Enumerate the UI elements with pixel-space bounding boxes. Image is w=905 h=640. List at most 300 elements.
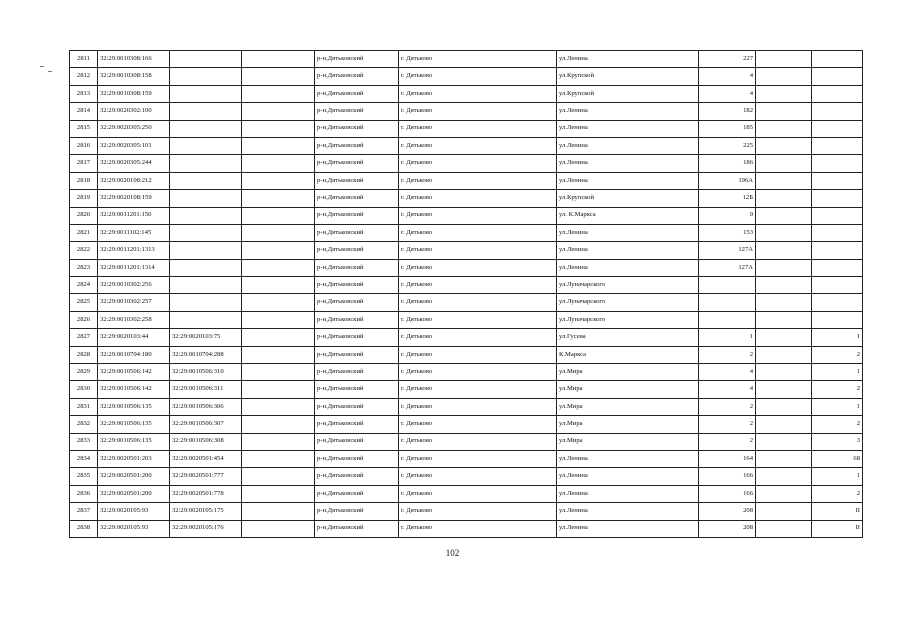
cadastral-number-cell: 32:29:0020305:101	[98, 137, 170, 154]
empty-cell	[756, 155, 812, 172]
row-number-cell: 2820	[70, 207, 98, 224]
house-number-cell: 185	[699, 120, 756, 137]
related-cadastral-number-cell: 32:29:0010506:306	[170, 398, 242, 415]
table-row	[70, 137, 863, 154]
district-cell: р-н.Дятьковский	[315, 224, 399, 241]
house-number-cell: 153	[699, 224, 756, 241]
street-cell: ул.Крупской	[557, 85, 699, 102]
district-cell: р-н.Дятьковский	[315, 85, 399, 102]
table-row	[70, 242, 863, 259]
related-cadastral-number-cell: 32:29:0010506:308	[170, 433, 242, 450]
city-cell: г. Дятьково	[399, 450, 557, 467]
street-cell: ул.Ленина	[557, 155, 699, 172]
register-table-body	[70, 51, 863, 538]
related-cadastral-number-cell	[170, 85, 242, 102]
empty-cell	[242, 485, 315, 502]
house-number-cell: 186	[699, 155, 756, 172]
cadastral-number-cell: 32:29:0020305:250	[98, 120, 170, 137]
district-cell: р-н.Дятьковский	[315, 468, 399, 485]
cadastral-number-cell: 32:29:0020103:44	[98, 329, 170, 346]
row-number-cell: 2831	[70, 398, 98, 415]
table-row	[70, 190, 863, 207]
district-cell: р-н.Дятьковский	[315, 120, 399, 137]
empty-cell	[242, 416, 315, 433]
table-row	[70, 155, 863, 172]
cadastral-number-cell: 32:29:0010506:135	[98, 398, 170, 415]
empty-cell	[242, 137, 315, 154]
empty-cell	[756, 68, 812, 85]
empty-cell	[756, 398, 812, 415]
house-number-cell: 225	[699, 137, 756, 154]
house-number-cell	[699, 277, 756, 294]
street-cell: ул.Мира	[557, 398, 699, 415]
district-cell: р-н.Дятьковский	[315, 172, 399, 189]
district-cell: р-н.Дятьковский	[315, 259, 399, 276]
row-number-cell: 2821	[70, 224, 98, 241]
house-number-cell: 4	[699, 381, 756, 398]
empty-cell	[756, 172, 812, 189]
cadastral-number-cell: 32:29:0010308:159	[98, 85, 170, 102]
empty-cell	[756, 311, 812, 328]
city-cell: г. Дятьково	[399, 137, 557, 154]
empty-cell	[756, 51, 812, 68]
empty-cell	[756, 137, 812, 154]
house-number-cell: 127А	[699, 259, 756, 276]
row-number-cell: 2819	[70, 190, 98, 207]
street-cell: ул.Ленина	[557, 259, 699, 276]
cadastral-number-cell: 32:29:0020108:159	[98, 190, 170, 207]
street-cell: ул.Ленина	[557, 137, 699, 154]
city-cell: г. Дятьково	[399, 364, 557, 381]
related-cadastral-number-cell	[170, 259, 242, 276]
empty-cell	[756, 277, 812, 294]
cadastral-number-cell: 32:29:0020105:93	[98, 520, 170, 537]
apartment-number-cell: 68	[812, 450, 863, 467]
empty-cell	[756, 468, 812, 485]
cadastral-number-cell: 32:29:0020108:212	[98, 172, 170, 189]
cadastral-number-cell: 32:29:0020501:203	[98, 450, 170, 467]
apartment-number-cell	[812, 68, 863, 85]
empty-cell	[756, 224, 812, 241]
related-cadastral-number-cell	[170, 155, 242, 172]
related-cadastral-number-cell: 32:29:0020501:454	[170, 450, 242, 467]
table-row	[70, 433, 863, 450]
related-cadastral-number-cell: 32:29:0010506:307	[170, 416, 242, 433]
cadastral-number-cell: 32:29:0020105:93	[98, 503, 170, 520]
district-cell: р-н.Дятьковский	[315, 398, 399, 415]
district-cell: р-н.Дятьковский	[315, 520, 399, 537]
house-number-cell: 2	[699, 416, 756, 433]
empty-cell	[242, 311, 315, 328]
cadastral-number-cell: 32:29:0010302:258	[98, 311, 170, 328]
city-cell: г. Дятьково	[399, 172, 557, 189]
empty-cell	[242, 364, 315, 381]
empty-cell	[756, 294, 812, 311]
city-cell: г. Дятьково	[399, 416, 557, 433]
city-cell: г. Дятьково	[399, 520, 557, 537]
apartment-number-cell	[812, 51, 863, 68]
empty-cell	[242, 329, 315, 346]
house-number-cell: 2	[699, 398, 756, 415]
row-number-cell: 2825	[70, 294, 98, 311]
cadastral-number-cell: 32:29:0010704:180	[98, 346, 170, 363]
district-cell: р-н.Дятьковский	[315, 381, 399, 398]
city-cell: г. Дятьково	[399, 346, 557, 363]
street-cell: ул.Гусева	[557, 329, 699, 346]
related-cadastral-number-cell: 32:29:0020501:778	[170, 485, 242, 502]
house-number-cell: 166	[699, 485, 756, 502]
street-cell: ул.Ленина	[557, 450, 699, 467]
street-cell: ул.Ленина	[557, 224, 699, 241]
table-row	[70, 120, 863, 137]
city-cell: г. Дятьково	[399, 398, 557, 415]
house-number-cell: 1	[699, 329, 756, 346]
cadastral-number-cell: 32:29:0011102:145	[98, 224, 170, 241]
related-cadastral-number-cell	[170, 242, 242, 259]
scan-mark	[48, 71, 52, 72]
cadastral-number-cell: 32:29:0020501:200	[98, 468, 170, 485]
city-cell: г. Дятьково	[399, 468, 557, 485]
row-number-cell: 2826	[70, 311, 98, 328]
apartment-number-cell: II	[812, 503, 863, 520]
row-number-cell: 2835	[70, 468, 98, 485]
cadastral-number-cell: 32:29:0020501:200	[98, 485, 170, 502]
district-cell: р-н.Дятьковский	[315, 433, 399, 450]
related-cadastral-number-cell: 32:29:0020105:176	[170, 520, 242, 537]
street-cell: ул.Ленина	[557, 520, 699, 537]
city-cell: г. Дятьково	[399, 120, 557, 137]
empty-cell	[242, 346, 315, 363]
empty-cell	[242, 68, 315, 85]
empty-cell	[242, 468, 315, 485]
empty-cell	[756, 242, 812, 259]
city-cell: г. Дятьково	[399, 190, 557, 207]
cadastral-number-cell: 32:29:0010302:256	[98, 277, 170, 294]
cadastral-number-cell: 32:29:0010506:142	[98, 381, 170, 398]
city-cell: г. Дятьково	[399, 155, 557, 172]
row-number-cell: 2830	[70, 381, 98, 398]
street-cell: ул.Луначарского	[557, 277, 699, 294]
apartment-number-cell	[812, 137, 863, 154]
cadastral-number-cell: 32:29:0011201:150	[98, 207, 170, 224]
district-cell: р-н.Дятьковский	[315, 450, 399, 467]
city-cell: г. Дятьково	[399, 485, 557, 502]
street-cell: ул.Ленина	[557, 242, 699, 259]
row-number-cell: 2828	[70, 346, 98, 363]
city-cell: г. Дятьково	[399, 103, 557, 120]
apartment-number-cell	[812, 172, 863, 189]
related-cadastral-number-cell	[170, 207, 242, 224]
empty-cell	[756, 503, 812, 520]
empty-cell	[242, 172, 315, 189]
apartment-number-cell	[812, 242, 863, 259]
empty-cell	[756, 364, 812, 381]
house-number-cell: 182	[699, 103, 756, 120]
empty-cell	[242, 85, 315, 102]
related-cadastral-number-cell	[170, 311, 242, 328]
empty-cell	[756, 346, 812, 363]
street-cell: ул.Мира	[557, 364, 699, 381]
table-row	[70, 277, 863, 294]
table-row	[70, 364, 863, 381]
house-number-cell: 208	[699, 520, 756, 537]
table-row	[70, 224, 863, 241]
table-row	[70, 416, 863, 433]
street-cell: ул.Мира	[557, 381, 699, 398]
empty-cell	[756, 329, 812, 346]
house-number-cell: 9	[699, 207, 756, 224]
empty-cell	[756, 520, 812, 537]
district-cell: р-н.Дятьковский	[315, 485, 399, 502]
city-cell: г. Дятьково	[399, 294, 557, 311]
related-cadastral-number-cell: 32:29:0010506:311	[170, 381, 242, 398]
row-number-cell: 2811	[70, 51, 98, 68]
table-row	[70, 103, 863, 120]
house-number-cell: 12Б	[699, 190, 756, 207]
empty-cell	[242, 103, 315, 120]
district-cell: р-н.Дятьковский	[315, 416, 399, 433]
district-cell: р-н.Дятьковский	[315, 242, 399, 259]
city-cell: г. Дятьково	[399, 207, 557, 224]
house-number-cell: 4	[699, 85, 756, 102]
table-row	[70, 294, 863, 311]
house-number-cell: 4	[699, 364, 756, 381]
row-number-cell: 2817	[70, 155, 98, 172]
empty-cell	[242, 51, 315, 68]
street-cell: ул. К.Маркса	[557, 207, 699, 224]
related-cadastral-number-cell: 32:29:0020501:777	[170, 468, 242, 485]
row-number-cell: 2829	[70, 364, 98, 381]
row-number-cell: 2834	[70, 450, 98, 467]
related-cadastral-number-cell	[170, 120, 242, 137]
row-number-cell: 2832	[70, 416, 98, 433]
related-cadastral-number-cell: 32:29:0020105:175	[170, 503, 242, 520]
row-number-cell: 2824	[70, 277, 98, 294]
related-cadastral-number-cell	[170, 277, 242, 294]
related-cadastral-number-cell	[170, 190, 242, 207]
empty-cell	[756, 450, 812, 467]
row-number-cell: 2822	[70, 242, 98, 259]
row-number-cell: 2816	[70, 137, 98, 154]
cadastral-number-cell: 32:29:0010302:257	[98, 294, 170, 311]
street-cell: ул.Крупской	[557, 190, 699, 207]
empty-cell	[242, 294, 315, 311]
apartment-number-cell	[812, 311, 863, 328]
apartment-number-cell	[812, 190, 863, 207]
empty-cell	[756, 259, 812, 276]
cadastral-number-cell: 32:29:0011201:1313	[98, 242, 170, 259]
related-cadastral-number-cell: 32:29:0010704:288	[170, 346, 242, 363]
table-row	[70, 485, 863, 502]
apartment-number-cell	[812, 294, 863, 311]
city-cell: г. Дятьково	[399, 433, 557, 450]
table-row	[70, 172, 863, 189]
row-number-cell: 2815	[70, 120, 98, 137]
street-cell: ул.Ленина	[557, 51, 699, 68]
empty-cell	[242, 381, 315, 398]
related-cadastral-number-cell	[170, 137, 242, 154]
city-cell: г. Дятьково	[399, 85, 557, 102]
table-row	[70, 207, 863, 224]
table-row	[70, 311, 863, 328]
empty-cell	[242, 242, 315, 259]
cadastral-number-cell: 32:29:0020305:244	[98, 155, 170, 172]
register-table	[69, 50, 863, 538]
row-number-cell: 2823	[70, 259, 98, 276]
district-cell: р-н.Дятьковский	[315, 329, 399, 346]
apartment-number-cell: 1	[812, 398, 863, 415]
street-cell: ул.Луначарского	[557, 311, 699, 328]
empty-cell	[756, 433, 812, 450]
row-number-cell: 2838	[70, 520, 98, 537]
apartment-number-cell: 1	[812, 364, 863, 381]
empty-cell	[756, 120, 812, 137]
street-cell: ул.Ленина	[557, 503, 699, 520]
empty-cell	[242, 277, 315, 294]
related-cadastral-number-cell	[170, 172, 242, 189]
house-number-cell: 2	[699, 346, 756, 363]
street-cell: ул.Крупской	[557, 68, 699, 85]
empty-cell	[756, 485, 812, 502]
empty-cell	[242, 433, 315, 450]
cadastral-number-cell: 32:29:0020302:100	[98, 103, 170, 120]
district-cell: р-н.Дятьковский	[315, 311, 399, 328]
empty-cell	[242, 224, 315, 241]
city-cell: г. Дятьково	[399, 224, 557, 241]
empty-cell	[242, 503, 315, 520]
cadastral-number-cell: 32:29:0010506:142	[98, 364, 170, 381]
apartment-number-cell	[812, 155, 863, 172]
cadastral-number-cell: 32:29:0010308:158	[98, 68, 170, 85]
empty-cell	[242, 120, 315, 137]
table-row	[70, 85, 863, 102]
district-cell: р-н.Дятьковский	[315, 190, 399, 207]
empty-cell	[242, 190, 315, 207]
row-number-cell: 2833	[70, 433, 98, 450]
street-cell: ул.Луначарского	[557, 294, 699, 311]
district-cell: р-н.Дятьковский	[315, 51, 399, 68]
city-cell: г. Дятьково	[399, 259, 557, 276]
table-row	[70, 503, 863, 520]
cadastral-number-cell: 32:29:0010506:135	[98, 416, 170, 433]
row-number-cell: 2836	[70, 485, 98, 502]
empty-cell	[242, 450, 315, 467]
empty-cell	[242, 520, 315, 537]
district-cell: р-н.Дятьковский	[315, 68, 399, 85]
scan-mark	[40, 66, 44, 67]
table-row	[70, 381, 863, 398]
empty-cell	[242, 398, 315, 415]
table-row	[70, 520, 863, 537]
table-row	[70, 346, 863, 363]
street-cell: ул.Мира	[557, 416, 699, 433]
table-row	[70, 450, 863, 467]
house-number-cell: 227	[699, 51, 756, 68]
empty-cell	[242, 207, 315, 224]
apartment-number-cell: 2	[812, 416, 863, 433]
house-number-cell: 208	[699, 503, 756, 520]
apartment-number-cell	[812, 85, 863, 102]
house-number-cell: 196А	[699, 172, 756, 189]
apartment-number-cell	[812, 120, 863, 137]
apartment-number-cell: 2	[812, 381, 863, 398]
row-number-cell: 2818	[70, 172, 98, 189]
city-cell: г. Дятьково	[399, 51, 557, 68]
related-cadastral-number-cell	[170, 224, 242, 241]
city-cell: г. Дятьково	[399, 277, 557, 294]
apartment-number-cell: 1	[812, 329, 863, 346]
empty-cell	[756, 85, 812, 102]
apartment-number-cell	[812, 207, 863, 224]
table-row	[70, 259, 863, 276]
city-cell: г. Дятьково	[399, 68, 557, 85]
table-row	[70, 329, 863, 346]
apartment-number-cell	[812, 277, 863, 294]
apartment-number-cell	[812, 224, 863, 241]
house-number-cell: 2	[699, 433, 756, 450]
house-number-cell	[699, 294, 756, 311]
empty-cell	[756, 190, 812, 207]
district-cell: р-н.Дятьковский	[315, 346, 399, 363]
related-cadastral-number-cell: 32:29:0010506:310	[170, 364, 242, 381]
empty-cell	[756, 416, 812, 433]
district-cell: р-н.Дятьковский	[315, 103, 399, 120]
street-cell: ул.Ленина	[557, 103, 699, 120]
related-cadastral-number-cell	[170, 68, 242, 85]
house-number-cell: 166	[699, 468, 756, 485]
house-number-cell: 164	[699, 450, 756, 467]
apartment-number-cell	[812, 103, 863, 120]
district-cell: р-н.Дятьковский	[315, 503, 399, 520]
city-cell: г. Дятьково	[399, 311, 557, 328]
district-cell: р-н.Дятьковский	[315, 137, 399, 154]
street-cell: ул.Ленина	[557, 120, 699, 137]
apartment-number-cell: II	[812, 520, 863, 537]
street-cell: К.Маркса	[557, 346, 699, 363]
table-row	[70, 468, 863, 485]
empty-cell	[242, 155, 315, 172]
related-cadastral-number-cell	[170, 103, 242, 120]
city-cell: г. Дятьково	[399, 329, 557, 346]
street-cell: ул.Ленина	[557, 468, 699, 485]
apartment-number-cell: 2	[812, 346, 863, 363]
apartment-number-cell	[812, 259, 863, 276]
row-number-cell: 2827	[70, 329, 98, 346]
city-cell: г. Дятьково	[399, 242, 557, 259]
apartment-number-cell: 3	[812, 433, 863, 450]
page-number: 102	[445, 548, 460, 558]
city-cell: г. Дятьково	[399, 381, 557, 398]
empty-cell	[756, 207, 812, 224]
cadastral-number-cell: 32:29:0010308:166	[98, 51, 170, 68]
row-number-cell: 2812	[70, 68, 98, 85]
table-row	[70, 68, 863, 85]
street-cell: ул.Ленина	[557, 172, 699, 189]
district-cell: р-н.Дятьковский	[315, 294, 399, 311]
district-cell: р-н.Дятьковский	[315, 277, 399, 294]
row-number-cell: 2814	[70, 103, 98, 120]
related-cadastral-number-cell	[170, 294, 242, 311]
apartment-number-cell: 2	[812, 485, 863, 502]
cadastral-number-cell: 32:29:0010506:135	[98, 433, 170, 450]
house-number-cell: 127А	[699, 242, 756, 259]
related-cadastral-number-cell: 32:29:0020103:75	[170, 329, 242, 346]
table-row	[70, 398, 863, 415]
empty-cell	[756, 103, 812, 120]
city-cell: г. Дятьково	[399, 503, 557, 520]
row-number-cell: 2837	[70, 503, 98, 520]
empty-cell	[756, 381, 812, 398]
